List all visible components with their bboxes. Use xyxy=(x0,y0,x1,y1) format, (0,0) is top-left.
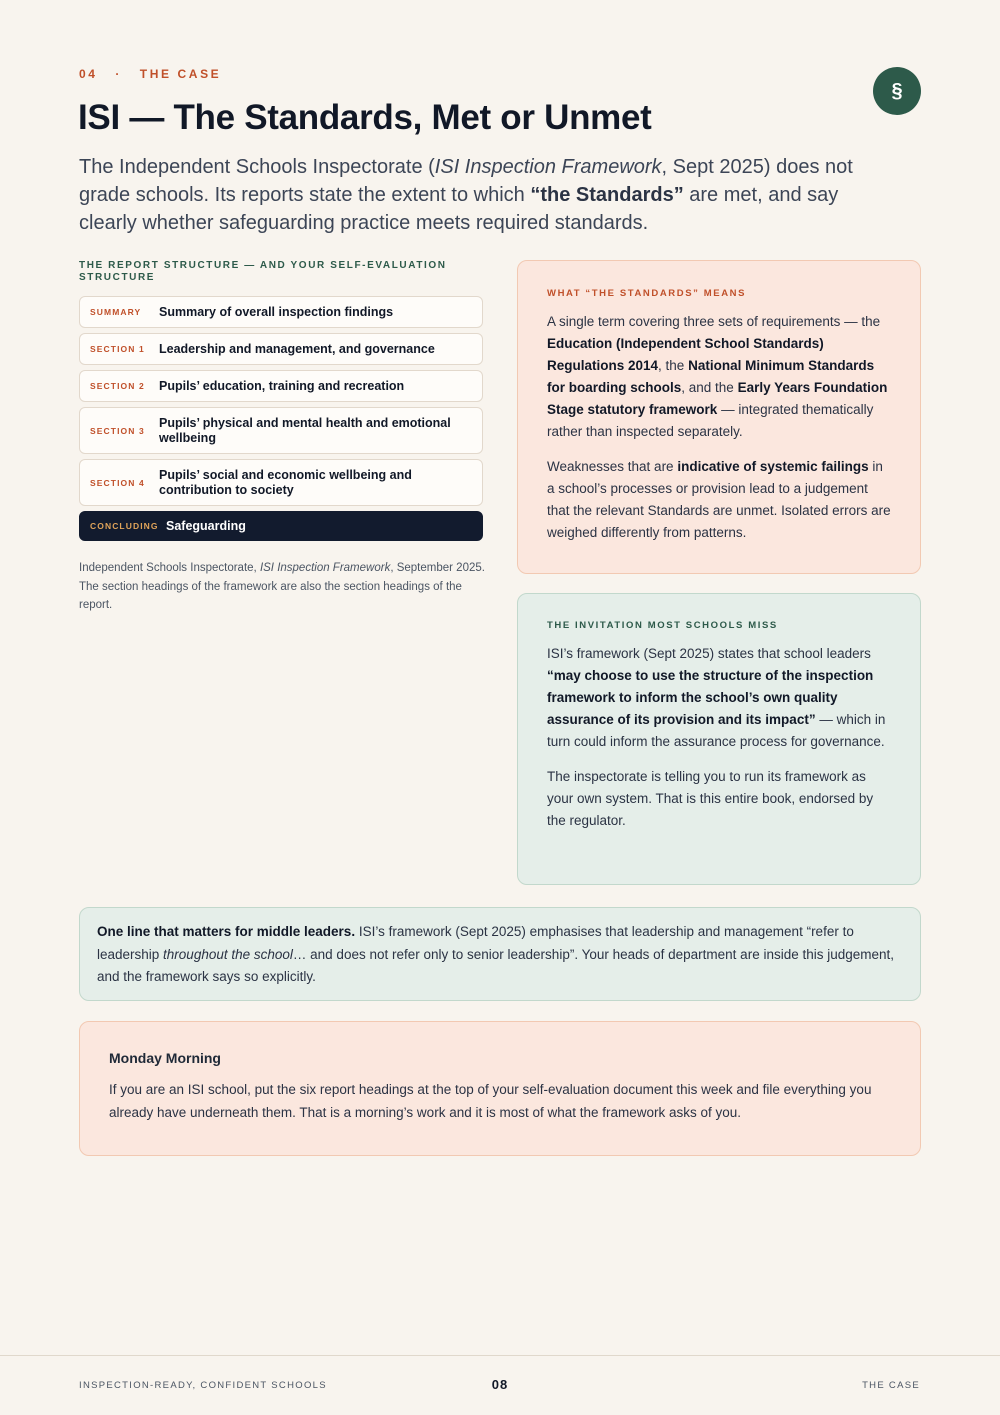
callout-paragraph xyxy=(547,643,891,753)
report-section-3 xyxy=(79,407,483,454)
text-run: in a school’s processes or provision lead to a judgement that the relevant Standards are unmet. Isolated errors are weighed differently from patterns. xyxy=(547,459,891,540)
section-tag: SECTION 2 xyxy=(90,381,145,391)
text-run: ISI’s framework (Sept 2025) states that school leaders xyxy=(547,646,871,661)
section-tag: SECTION 1 xyxy=(90,344,145,354)
text-run: Weaknesses that are xyxy=(547,459,678,474)
eyebrow-number: 04 xyxy=(79,67,98,81)
section-symbol-badge xyxy=(873,67,921,115)
lede-part-2: , Sept 2025) does not grade schools. Its reports state the extent to which xyxy=(79,156,853,206)
lede-part-3: are met, and say clearly whether safeguarding practice meets required standards. xyxy=(79,184,839,234)
lede-framework-name: ISI Inspection Framework xyxy=(434,156,662,178)
callout-paragraph xyxy=(547,456,891,544)
text-run: … and does not refer only to senior leadership”. Your heads of department are inside this judgement, and the framework says so explicitly. xyxy=(97,946,895,984)
text-run-bold: indicative of systemic failings xyxy=(677,459,869,474)
page-title: ISI — The Standards, Met or Unmet xyxy=(78,98,652,137)
monday-morning-body: If you are an ISI school, put the six report headings at the top of your self-evaluation document this week and file everything you already have underneath them. That is a morning’s work and it is most of what the framework asks of you. xyxy=(109,1082,872,1120)
text-run-bold: “may choose to use the structure of the inspection framework to inform the school’s own quality assurance of its provision and its impact” xyxy=(547,668,874,727)
section-label: Pupils’ education, training and recreation xyxy=(159,378,405,393)
middle-leaders-note xyxy=(79,907,921,1001)
caption-part-2: , September 2025. The section headings of the framework are also the section headings of the report. xyxy=(79,562,485,611)
text-run: — which in turn could inform the assurance process for governance. xyxy=(547,712,886,749)
caption-part-1: Independent Schools Inspectorate, xyxy=(79,562,260,574)
text-run-italic: throughout the school xyxy=(163,946,293,962)
section-label: Leadership and management, and governance xyxy=(159,341,435,356)
section-symbol-icon: § xyxy=(891,79,903,102)
section-label: Pupils’ social and economic wellbeing and contribution to society xyxy=(159,467,412,497)
lede-standards-term: “the Standards” xyxy=(530,184,684,206)
report-section-1 xyxy=(79,333,483,365)
text-run-bold: Early Years Foundation Stage statutory framework xyxy=(547,380,888,417)
report-structure-caption xyxy=(79,559,489,615)
text-run: A single term covering three sets of requirements — the xyxy=(547,314,881,329)
section-tag: SECTION 3 xyxy=(90,425,145,436)
eyebrow-separator: · xyxy=(115,67,122,81)
lede-paragraph xyxy=(79,153,879,237)
report-section-concluding xyxy=(79,511,483,541)
text-run: — integrated thematically rather than inspected separately. xyxy=(547,402,874,439)
text-run: ISI’s framework (Sept 2025) emphasises that leadership and management “refer to leadership xyxy=(97,924,854,962)
invitation-callout xyxy=(517,593,921,885)
callout-paragraph xyxy=(547,311,891,443)
lede-part-1: The Independent Schools Inspectorate ( xyxy=(79,156,435,178)
text-run-bold: Education (Independent School Standards) Regulations 2014 xyxy=(547,336,824,373)
callout-heading: WHAT “THE STANDARDS” MEANS xyxy=(547,288,747,299)
footer-section-name: THE CASE xyxy=(862,1380,920,1391)
report-structure-list xyxy=(79,296,483,546)
footer-divider xyxy=(0,1355,1000,1356)
standards-meaning-callout xyxy=(517,260,921,574)
caption-framework-name: ISI Inspection Framework xyxy=(259,562,391,574)
footer-book-title: INSPECTION-READY, CONFIDENT SCHOOLS xyxy=(79,1380,327,1391)
callout-heading: THE INVITATION MOST SCHOOLS MISS xyxy=(547,620,778,631)
section-eyebrow xyxy=(79,67,221,81)
eyebrow-label: THE CASE xyxy=(139,67,222,81)
section-label: Summary of overall inspection findings xyxy=(159,304,394,319)
callout-paragraph: The inspectorate is telling you to run its framework as your own system. That is this entire book, endorsed by the regulator. xyxy=(547,769,874,828)
text-run: , and the xyxy=(681,380,738,395)
section-label: Pupils’ physical and mental health and emotional wellbeing xyxy=(159,415,451,445)
note-lead: One line that matters for middle leaders. xyxy=(97,924,356,939)
report-structure-heading: THE REPORT STRUCTURE — AND YOUR SELF-EVALUATION STRUCTURE xyxy=(79,260,447,283)
text-run: , the xyxy=(658,358,689,373)
footer-page-number: 08 xyxy=(491,1377,509,1392)
section-tag: SUMMARY xyxy=(90,307,142,317)
section-tag: CONCLUDING xyxy=(90,521,159,531)
section-tag: SECTION 4 xyxy=(90,477,145,488)
section-label: Safeguarding xyxy=(166,518,246,533)
monday-morning-box xyxy=(79,1021,921,1156)
monday-morning-heading: Monday Morning xyxy=(109,1050,221,1066)
report-section-2 xyxy=(79,370,483,402)
report-section-summary xyxy=(79,296,483,328)
report-section-4 xyxy=(79,459,483,506)
text-run-bold: National Minimum Standards for boarding schools xyxy=(547,358,875,395)
